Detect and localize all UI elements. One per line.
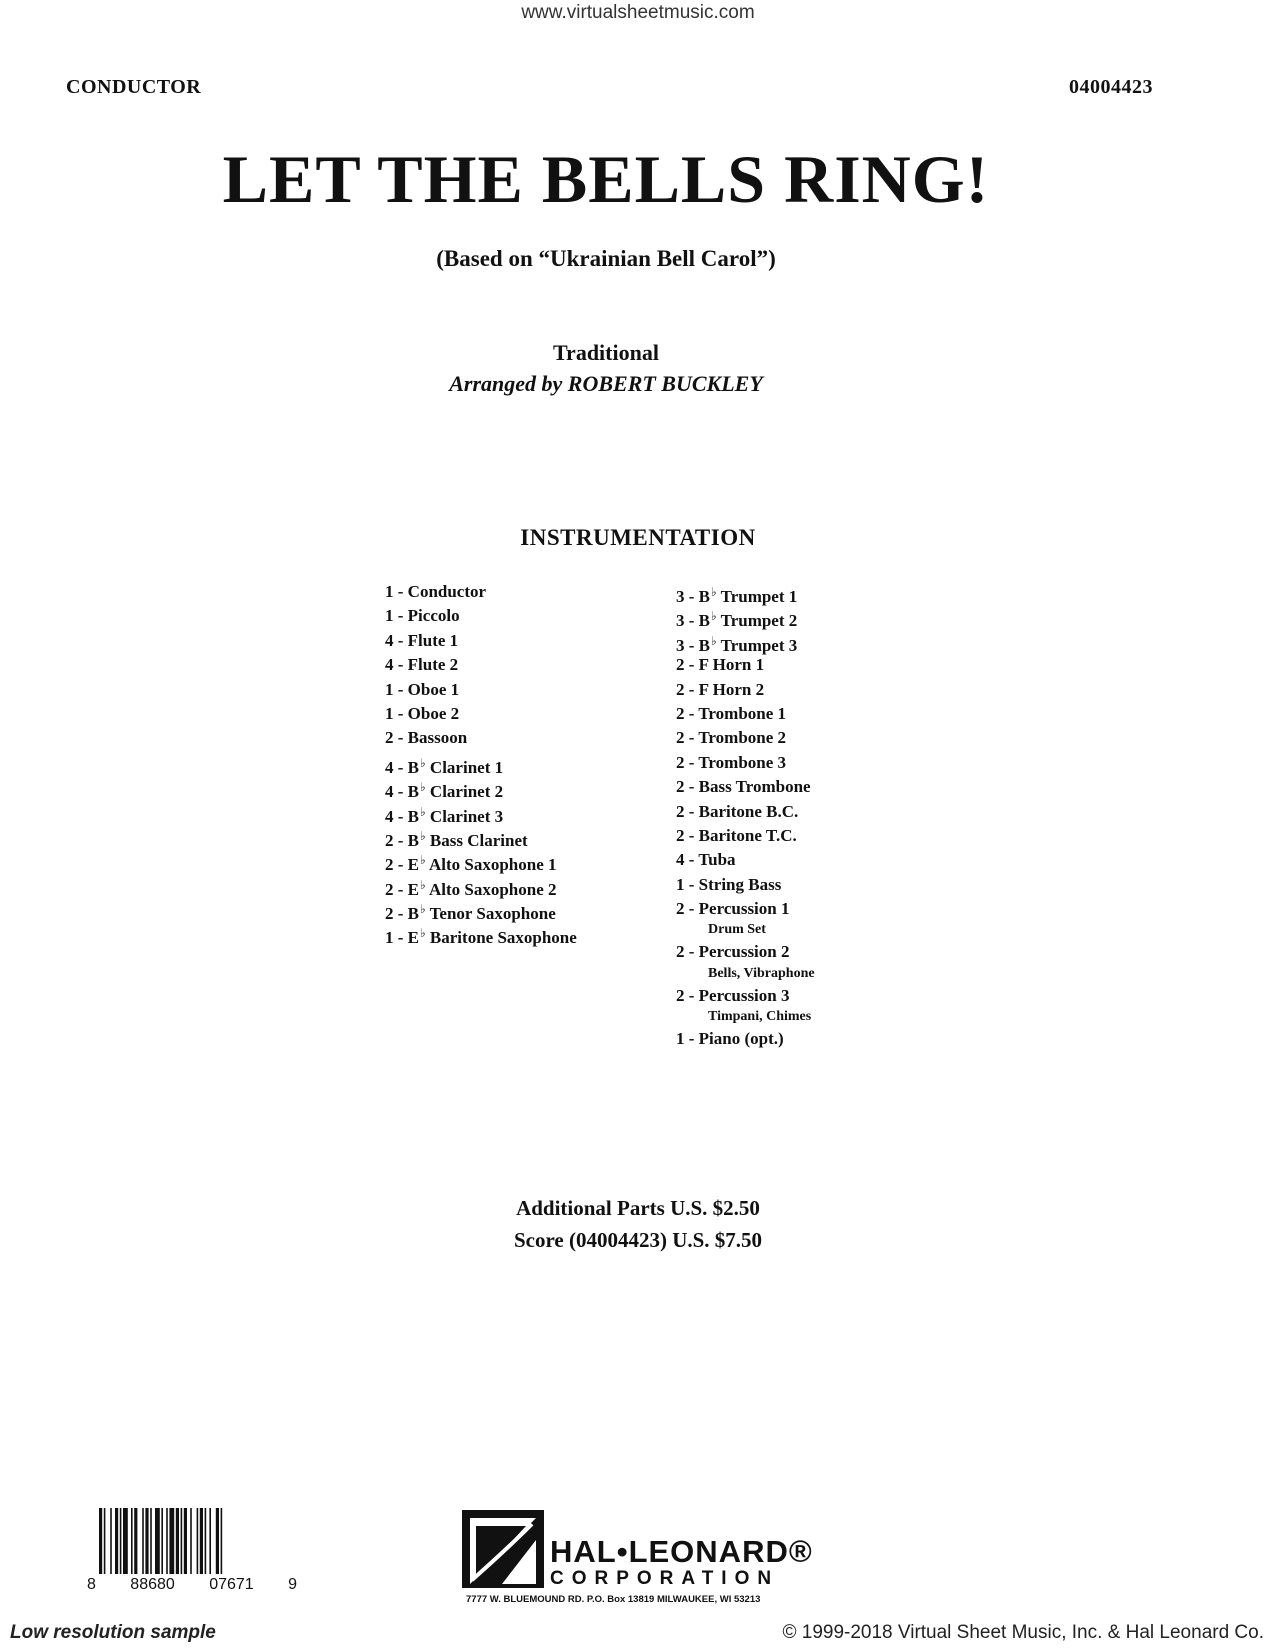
instrument-part-label: 4 - Flute 1 <box>385 630 459 650</box>
barcode-bar <box>134 1508 137 1574</box>
instrument-part <box>385 702 645 726</box>
instrument-part <box>385 848 645 875</box>
instrument-part-label: 2 - Bass Trombone <box>676 777 811 797</box>
flat-sign: ♭ <box>420 926 426 941</box>
instrument-part <box>676 580 936 604</box>
barcode-bar <box>155 1508 160 1574</box>
instrument-part <box>676 775 936 799</box>
instrument-part-label: 2 - Percussion 1 <box>676 899 790 919</box>
instrument-part-prefix: 2 - E <box>385 879 419 899</box>
instrument-part-name: Alto Saxophone 2 <box>425 879 557 899</box>
barcode-bar <box>200 1508 203 1574</box>
publisher-corporation: CORPORATION <box>550 1568 780 1589</box>
instrument-part-label: 2 - Bassoon <box>385 728 468 748</box>
instrument-part-label: 2 - F Horn 1 <box>676 655 765 675</box>
instrument-part <box>676 702 936 726</box>
instrument-part <box>385 800 645 824</box>
instrument-part <box>385 653 645 677</box>
barcode-digit-group: 9 <box>288 1576 297 1593</box>
instrumentation-heading: INSTRUMENTATION <box>520 525 756 550</box>
instrument-part <box>676 629 936 653</box>
barcode-bar <box>209 1508 211 1574</box>
barcode-bar <box>161 1508 163 1574</box>
flat-sign: ♭ <box>711 585 717 599</box>
instrument-part-name: Bass Clarinet <box>425 830 528 850</box>
barcode-digit-group: 07671 <box>209 1576 254 1593</box>
instrument-part <box>676 678 936 702</box>
instrument-part-label: 1 - String Bass <box>676 874 782 894</box>
instrument-part-label: 2 - F Horn 2 <box>676 679 765 699</box>
instrument-part-prefix: 4 - B <box>385 806 419 826</box>
barcode-bar <box>120 1508 122 1574</box>
instrument-part <box>676 653 936 677</box>
price-block <box>0 1192 1276 1256</box>
instrument-part <box>676 800 936 824</box>
subtitle: (Based on “Ukrainian Bell Carol”) <box>436 246 776 271</box>
instrument-part <box>385 873 645 897</box>
instrument-part-label: 2 - Baritone B.C. <box>676 801 799 821</box>
publisher-logo <box>462 1510 822 1605</box>
instrument-part <box>385 629 645 653</box>
instrument-part-label: 1 - Oboe 1 <box>385 679 460 699</box>
score-price: Score (04004423) U.S. $7.50 <box>513 1228 763 1252</box>
flat-sign: ♭ <box>420 755 426 770</box>
sample-notice: Low resolution sample <box>10 1622 216 1643</box>
instrument-part <box>385 751 645 775</box>
barcode-bar <box>176 1508 179 1574</box>
instrument-part <box>385 824 645 848</box>
instrument-part <box>385 897 645 924</box>
instrument-part-label: 1 - Oboe 2 <box>385 703 460 723</box>
barcode-bar <box>216 1508 219 1574</box>
barcode-digits <box>87 1576 297 1594</box>
instrument-part-detail: Bells, Vibraphone <box>708 965 815 981</box>
instrument-part-name: Clarinet 1 <box>425 757 504 777</box>
instrument-part-label: 1 - Piano (opt.) <box>676 1029 784 1049</box>
barcode-bar <box>145 1508 148 1574</box>
instrument-part <box>676 848 936 872</box>
instrument-part-label: 2 - Percussion 3 <box>676 985 790 1005</box>
instrument-part <box>676 604 936 631</box>
arranger: Arranged by ROBERT BUCKLEY <box>449 371 763 396</box>
instrument-list-left <box>385 580 645 946</box>
instrument-part-prefix: 2 - E <box>385 855 419 875</box>
barcode-bar <box>181 1508 183 1574</box>
instrument-part-label: 2 - Percussion 2 <box>676 942 790 962</box>
instrument-part-name: Trumpet 1 <box>716 587 798 606</box>
copyright: © 1999-2018 Virtual Sheet Music, Inc. & Hal Leonard Co. <box>782 1622 1264 1643</box>
instrument-part <box>676 897 936 921</box>
hal-leonard-emblem-icon <box>462 1510 544 1588</box>
instrument-part <box>676 1027 936 1051</box>
instrument-part-label: 1 - Piccolo <box>385 606 460 626</box>
instrument-part-prefix: 4 - B <box>385 782 419 802</box>
instrument-part-label: 4 - Tuba <box>676 850 736 870</box>
instrument-part <box>676 824 936 848</box>
instrument-part <box>385 921 645 948</box>
instrument-part-label: 4 - Flute 2 <box>385 655 459 675</box>
barcode-bar <box>99 1508 102 1574</box>
instrument-part-prefix: 2 - B <box>385 830 419 850</box>
flat-sign: ♭ <box>711 609 717 624</box>
instrument-part <box>385 604 645 628</box>
flat-sign: ♭ <box>420 853 426 868</box>
publisher-name: HAL•LEONARD® <box>550 1534 813 1569</box>
flat-sign: ♭ <box>420 804 426 819</box>
barcode-bar <box>190 1508 192 1574</box>
publisher-address: 7777 W. BLUEMOUND RD. P.O. Box 13819 MILWAUKEE, WI 53213 <box>466 1594 761 1605</box>
instrument-part-label: 1 - Conductor <box>385 582 487 601</box>
instrument-part-label: 2 - Trombone 3 <box>676 752 787 772</box>
instrument-part-name: Tenor Saxophone <box>425 904 556 924</box>
instrument-part-name: Clarinet 2 <box>425 782 504 802</box>
barcode-bar <box>142 1508 144 1574</box>
flat-sign: ♭ <box>711 633 717 648</box>
instrument-part <box>385 726 645 750</box>
flat-sign: ♭ <box>420 828 426 843</box>
instrument-part-name: Clarinet 3 <box>425 806 504 826</box>
instrument-part <box>385 678 645 702</box>
page-title: LET THE BELLS RING! <box>222 141 990 217</box>
instrument-part <box>385 775 645 802</box>
instrument-part-detail: Drum Set <box>708 922 766 938</box>
instrument-part-prefix: 1 - E <box>385 928 419 948</box>
instrument-part-prefix: 4 - B <box>385 757 419 777</box>
instrument-part-label: 2 - Baritone T.C. <box>676 825 797 845</box>
barcode-bar <box>123 1508 128 1574</box>
barcode-bar <box>115 1508 118 1574</box>
flat-sign: ♭ <box>420 902 426 917</box>
composer: Traditional <box>553 340 659 365</box>
instrument-part-prefix: 3 - B <box>676 587 710 606</box>
instrument-part-label: 2 - Trombone 1 <box>676 703 787 723</box>
barcode-digit-group: 88680 <box>130 1576 175 1593</box>
instrument-part-name: Trumpet 3 <box>716 635 798 655</box>
barcode-bar <box>205 1508 207 1574</box>
instrument-part-name: Trumpet 2 <box>716 611 798 631</box>
barcode-bar <box>104 1508 106 1574</box>
instrument-part <box>676 984 936 1008</box>
barcode-bar <box>169 1508 174 1574</box>
instrument-part-prefix: 3 - B <box>676 635 710 655</box>
barcode-bar <box>131 1508 133 1574</box>
instrument-part <box>676 751 936 775</box>
instrument-part-label: 2 - Trombone 2 <box>676 728 787 748</box>
instrument-part-detail: Timpani, Chimes <box>708 1009 812 1025</box>
barcode-digit-group: 8 <box>87 1576 96 1593</box>
flat-sign: ♭ <box>420 877 426 892</box>
instrument-part <box>676 873 936 897</box>
barcode-bar <box>184 1508 187 1574</box>
instrument-part-prefix: 2 - B <box>385 904 419 924</box>
instrument-part <box>385 580 645 604</box>
instrument-part <box>676 940 936 964</box>
barcode-bars <box>95 1508 280 1574</box>
barcode-bar <box>150 1508 152 1574</box>
barcode-bar <box>166 1508 168 1574</box>
additional-parts-price: Additional Parts U.S. $2.50 <box>516 1196 760 1220</box>
barcode-bar <box>221 1508 223 1574</box>
barcode-bar <box>197 1508 199 1574</box>
instrument-part <box>676 726 936 750</box>
flat-sign: ♭ <box>420 780 426 795</box>
catalog-number: 04004423 <box>1069 76 1153 98</box>
part-label: CONDUCTOR <box>66 76 202 98</box>
instrument-part-name: Alto Saxophone 1 <box>425 855 557 875</box>
watermark-url: www.virtualsheetmusic.com <box>521 2 755 23</box>
instrument-list-right <box>676 580 936 1052</box>
instrument-part-prefix: 3 - B <box>676 611 710 631</box>
instrument-part-name: Baritone Saxophone <box>425 928 577 948</box>
barcode <box>87 1508 297 1596</box>
barcode-bar <box>110 1508 112 1574</box>
